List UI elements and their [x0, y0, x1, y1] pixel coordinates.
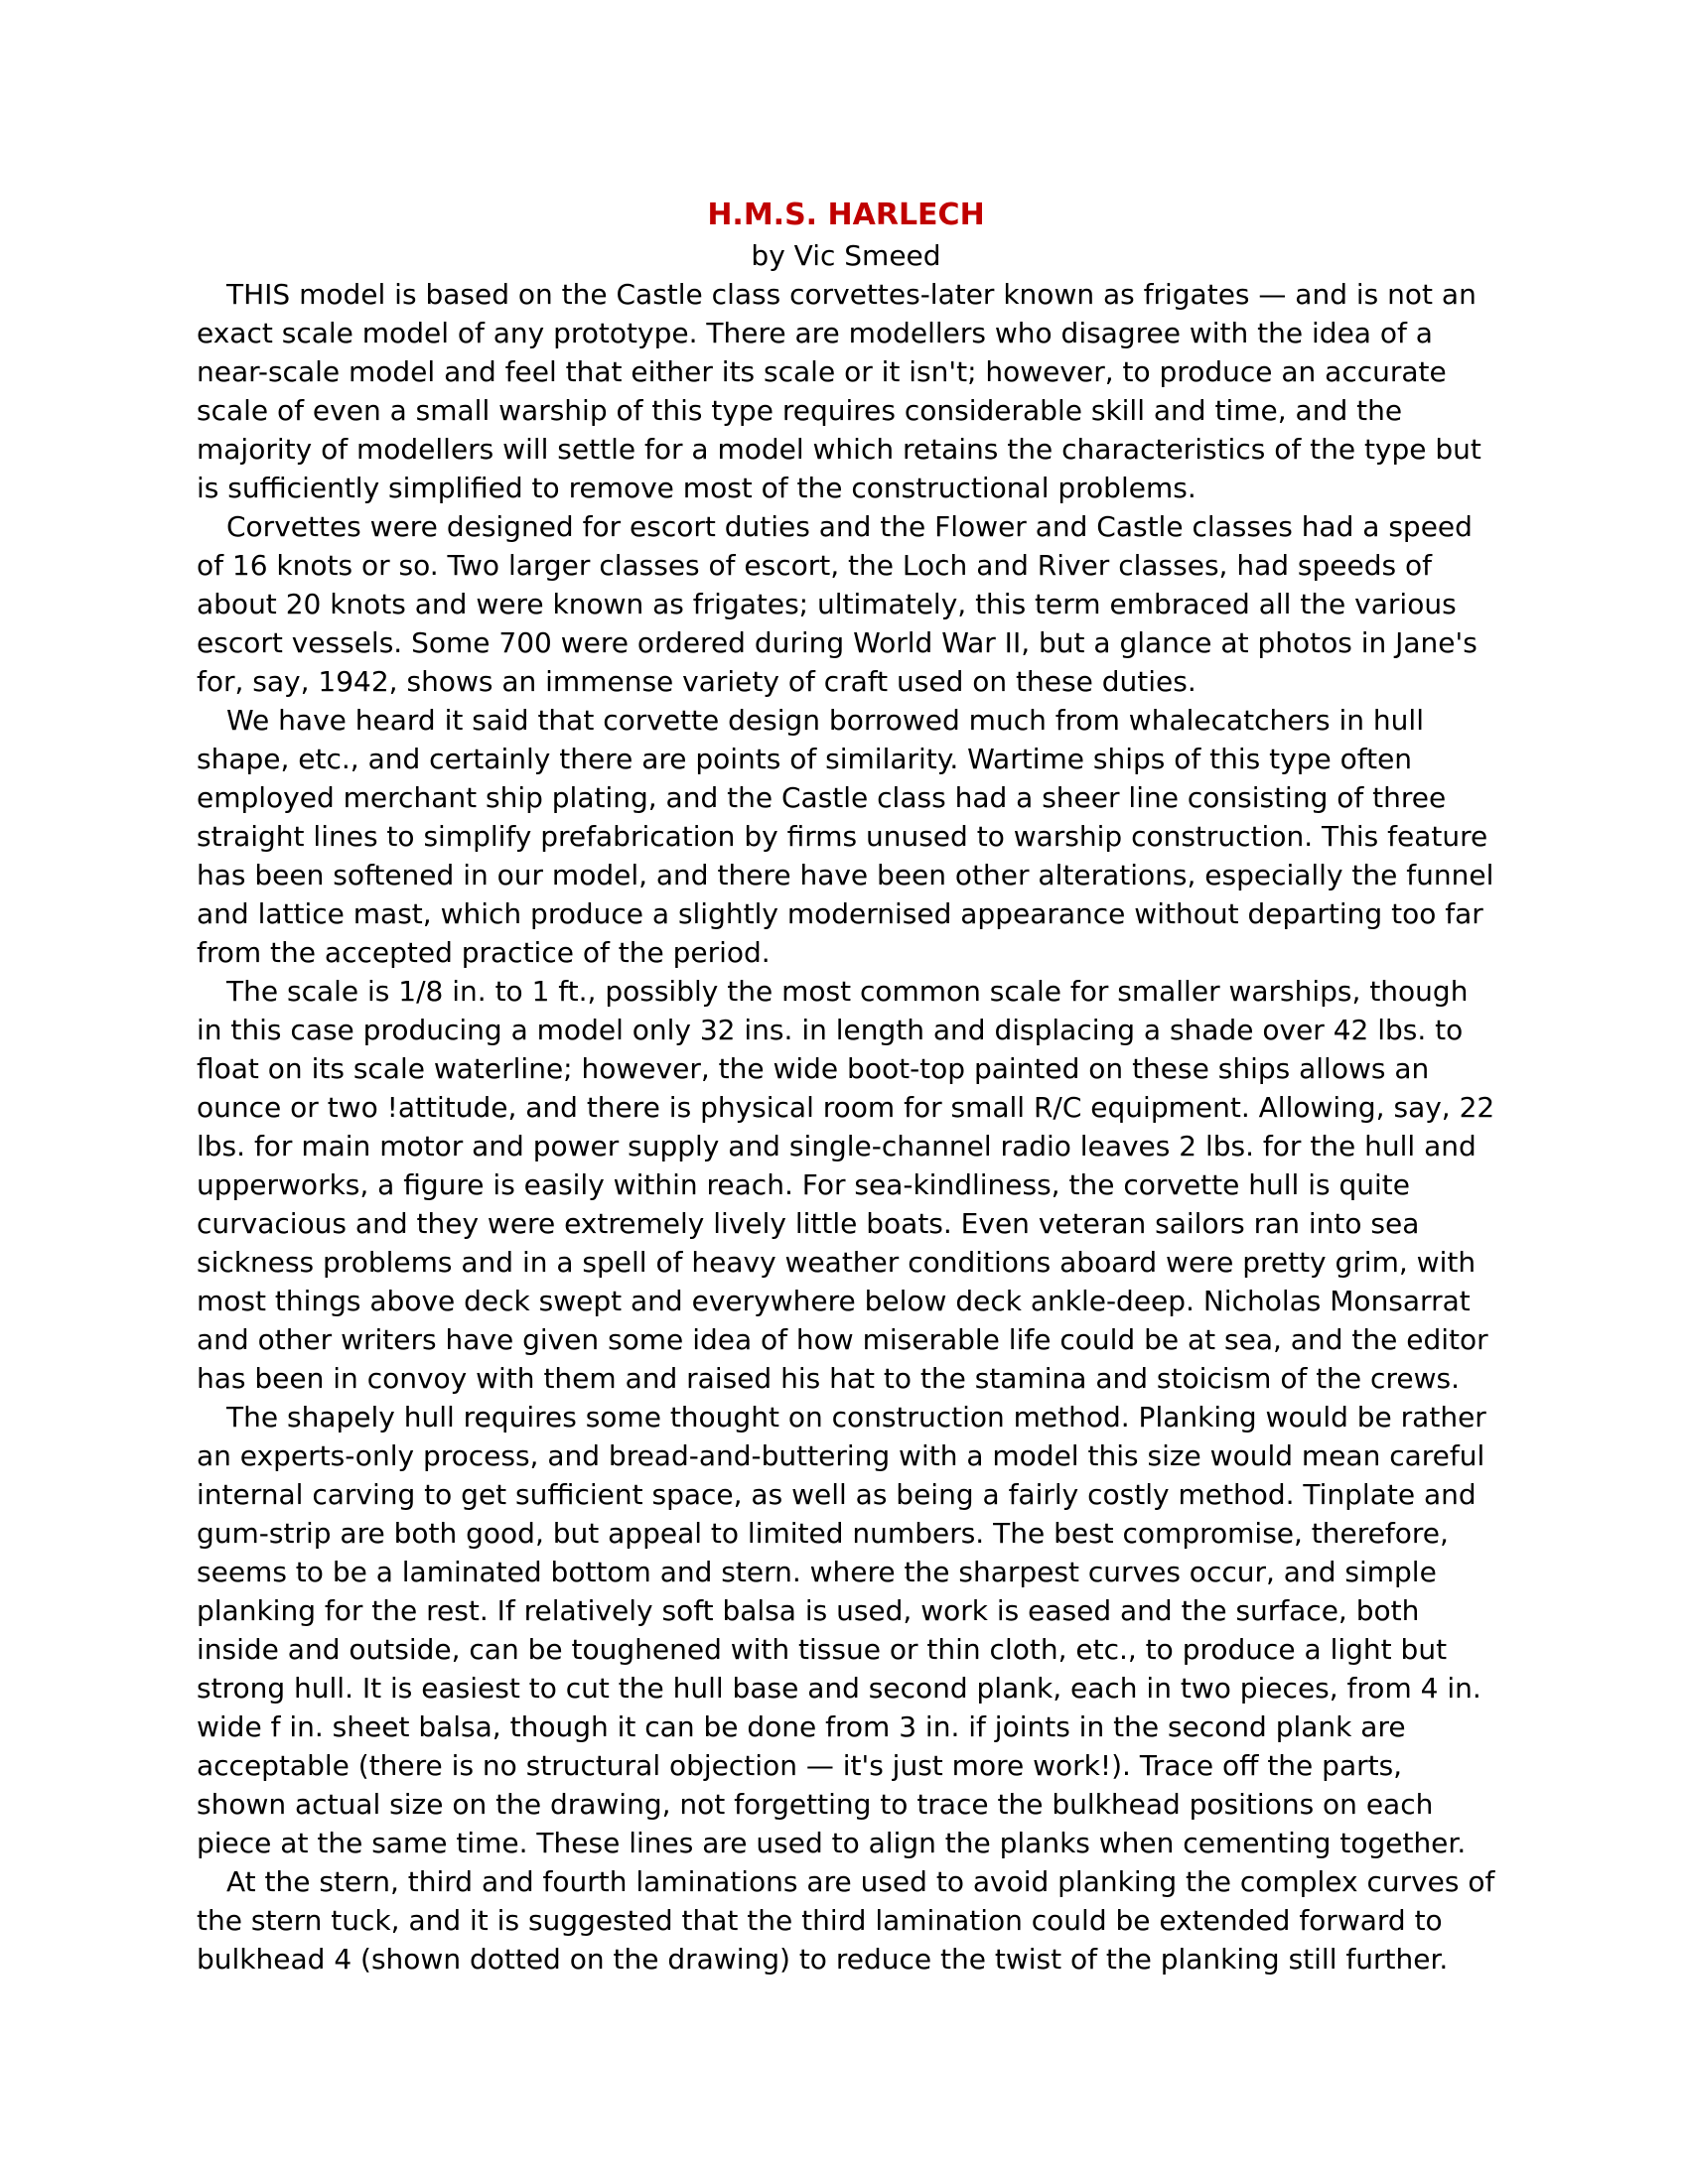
paragraph-1: THIS model is based on the Castle class corvettes-later known as frigates — and is not an exact scale model of any prototype. There are modellers who disagree with the idea of a near-scale model and feel that either its scale or it isn't; however, to produce an accurate scale of even a small warship of this type requires considerable skill and time, and the majority of modellers will settle for a model which retains the characteristics of the type but is sufficiently simplified to remove most of the constructional problems. [197, 278, 1481, 504]
article-byline: by Vic Smeed [751, 239, 941, 272]
paragraph-6: At the stern, third and fourth laminations are used to avoid planking the complex curves of the stern tuck, and it is suggested that the third lamination could be extended forward to bulkhead 4 (shown dotted on the drawing) to reduce the twist of the planking still further. [197, 1865, 1495, 1976]
paragraph-4: The scale is 1/8 in. to 1 ft., possibly the most common scale for smaller warships, though in this case producing a model only 32 ins. in length and displacing a shade over 42 lbs. to float on its scale waterline; however, the wide boot-top painted on these ships allows an ounce or two !attitude, and there is physical room for small R/C equipment. Allowing, say, 22 lbs. for main motor and power supply and single-channel radio leaves 2 lbs. for the hull and upperworks, a figure is easily within reach. For sea-kindliness, the corvette hull is quite curvacious and they were extremely lively little boats. Even veteran sailors ran into sea sickness problems and in a spell of heavy weather conditions aboard were pretty grim, with most things above deck swept and everywhere below deck ankle-deep. Nicholas Monsarrat and other writers have given some idea of how miserable life could be at sea, and the editor has been in convoy with them and raised his hat to the stamina and stoicism of the crews. [197, 975, 1495, 1395]
article-title: H.M.S. HARLECH [707, 198, 985, 232]
paragraph-3: We have heard it said that corvette design borrowed much from whalecatchers in hull shape, etc., and certainly there are points of similarity. Wartime ships of this type often employed merchant ship plating, and the Castle class had a sheer line consisting of three straight lines to simplify prefabrication by firms unused to warship construction. This feature has been softened in our model, and there have been other alterations, especially the funnel and lattice mast, which produce a slightly modernised appearance without departing too far from the accepted practice of the period. [197, 704, 1494, 969]
paragraph-2: Corvettes were designed for escort duties and the Flower and Castle classes had a speed of 16 knots or so. Two larger classes of escort, the Loch and River classes, had speeds of about 20 knots and were known as frigates; ultimately, this term embraced all the various escort vessels. Some 700 were ordered during World War II, but a glance at photos in Jane's for, say, 1942, shows an immense variety of craft used on these duties. [197, 510, 1477, 698]
paragraph-5: The shapely hull requires some thought on construction method. Planking would be rather an experts-only process, and bread-and-buttering with a model this size would mean careful internal carving to get sufficient space, as well as being a fairly costly method. Tinplate and gum-strip are both good, but appeal to limited numbers. The best compromise, therefore, seems to be a laminated bottom and stern. where the sharpest curves occur, and simple planking for the rest. If relatively soft balsa is used, work is eased and the surface, both inside and outside, can be toughened with tissue or thin cloth, etc., to produce a light but strong hull. It is easiest to cut the hull base and second plank, each in two pieces, from 4 in. wide f in. sheet balsa, though it can be done from 3 in. if joints in the second plank are acceptable (there is no structural objection — it's just more work!). Trace off the parts, shown actual size on the drawing, not forgetting to trace the bulkhead positions on each piece at the same time. These lines are used to align the planks when cementing together. [197, 1401, 1486, 1859]
article [197, 195, 1495, 1979]
